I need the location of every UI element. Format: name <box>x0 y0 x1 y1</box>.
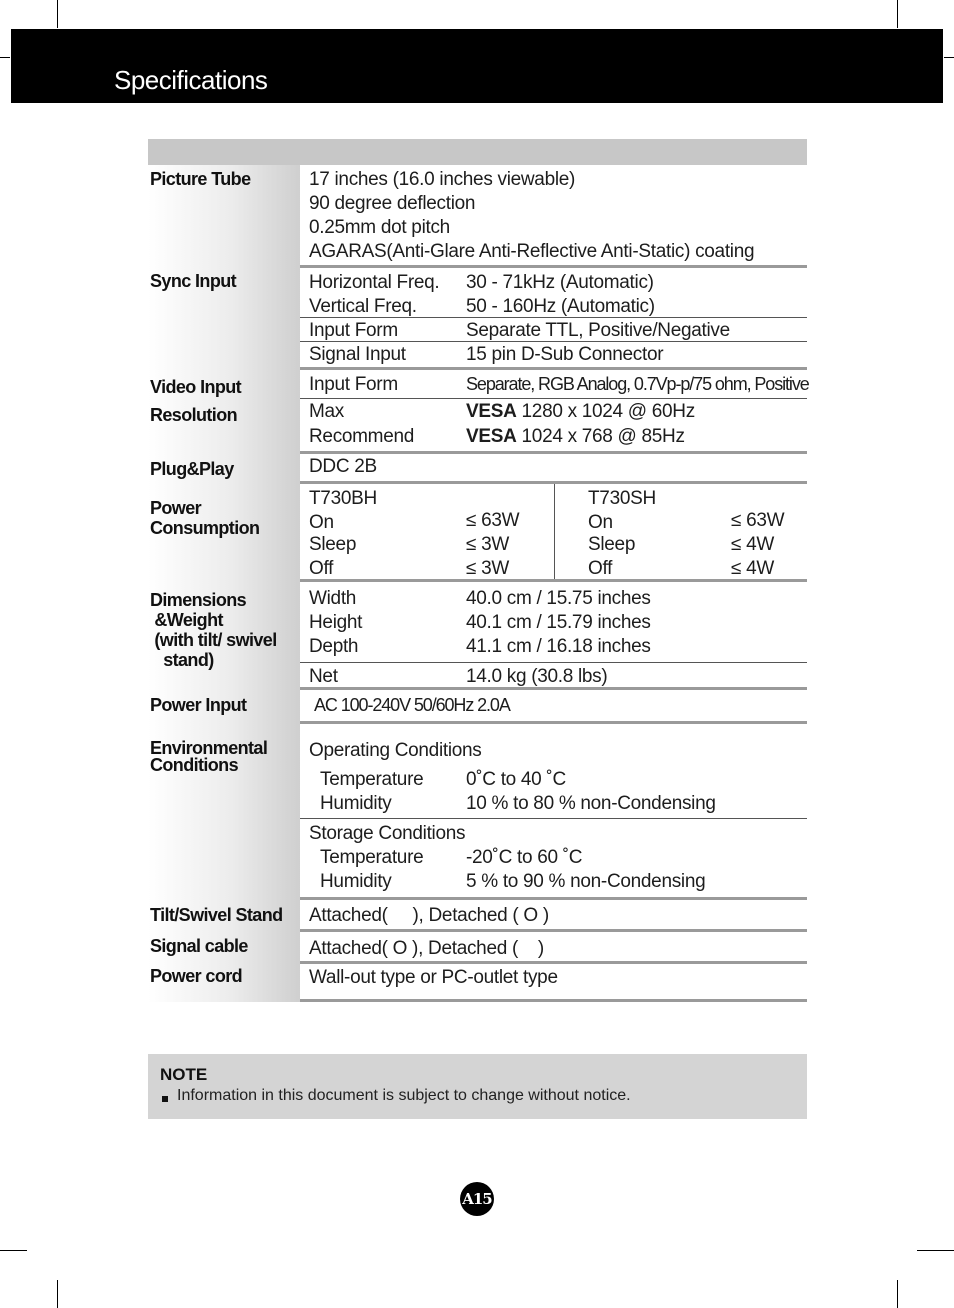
spec-value: 50 - 160Hz (Automatic) <box>466 296 655 317</box>
spec-row-picture-tube <box>148 165 807 267</box>
spec-key: Sleep <box>588 534 636 555</box>
spec-value: Separate TTL, Positive/Negative <box>466 320 730 341</box>
spec-key: Off <box>309 558 334 579</box>
spec-label-cell <box>148 582 300 690</box>
spec-key: Temperature <box>320 769 424 790</box>
spec-label: Tilt/Swivel Stand <box>150 905 283 925</box>
spec-value-cell <box>300 267 807 369</box>
spec-key: Vertical Freq. <box>309 296 417 317</box>
page-title: Specifications <box>114 65 268 95</box>
spec-row-power-cord <box>148 964 807 1002</box>
spec-row-plug-play <box>148 454 807 484</box>
spec-key: Max <box>309 401 344 422</box>
spec-value: 41.1 cm / 16.18 inches <box>466 636 651 657</box>
spec-value: -20˚C to 60 ˚C <box>466 847 583 868</box>
spec-value-cell <box>300 399 807 454</box>
resolution-value: 1280 x 1024 @ 60Hz <box>521 401 695 422</box>
spec-row-signal-cable <box>148 932 807 964</box>
resolution-value: 1024 x 768 @ 85Hz <box>521 426 685 447</box>
spec-value-cell <box>300 900 807 932</box>
spec-value <box>466 426 685 448</box>
spec-label-cell <box>148 454 300 484</box>
spec-label: Signal cable <box>150 936 248 956</box>
spec-label: Resolution <box>150 405 237 425</box>
crop-mark <box>0 57 10 58</box>
spec-key: Input Form <box>309 374 398 395</box>
section-title: Operating Conditions <box>309 740 482 761</box>
spec-value: ≤ 4W <box>731 558 775 579</box>
spec-table-header <box>148 139 807 165</box>
spec-row-video-input <box>148 369 807 399</box>
spec-label: Sync Input <box>150 271 237 291</box>
spec-value-cell <box>300 454 807 484</box>
bullet-icon <box>162 1096 168 1102</box>
spec-key: Off <box>588 558 613 579</box>
spec-key: Temperature <box>320 847 424 868</box>
page-number-badge: A15 <box>460 1182 494 1216</box>
spec-label-cell <box>148 964 300 1002</box>
spec-key: Depth <box>309 636 359 657</box>
spec-label-cell <box>148 690 300 724</box>
spec-value-cell <box>300 932 807 964</box>
spec-key: On <box>309 512 334 533</box>
spec-label: Video Input <box>150 377 242 397</box>
spec-value-cell <box>300 369 807 399</box>
spec-value: 5 % to 90 % non-Condensing <box>466 871 706 892</box>
spec-value: Wall-out type or PC-outlet type <box>309 967 558 988</box>
spec-key: Net <box>309 666 338 687</box>
spec-label-cell <box>148 724 300 900</box>
crop-mark <box>897 1280 898 1308</box>
spec-value: 40.0 cm / 15.75 inches <box>466 588 651 609</box>
spec-value: DDC 2B <box>309 456 377 477</box>
spec-key: Signal Input <box>309 344 406 365</box>
spec-value: ≤ 63W <box>466 510 520 531</box>
spec-key: On <box>588 512 613 533</box>
spec-value-cell <box>300 964 807 1002</box>
spec-key: Humidity <box>320 793 392 814</box>
spec-value: ≤ 3W <box>466 534 510 555</box>
spec-value: AC 100-240V 50/60Hz 2.0A <box>314 695 510 715</box>
row-divider <box>300 317 807 318</box>
spec-value: 30 - 71kHz (Automatic) <box>466 272 654 293</box>
spec-label: Power Consumption <box>150 498 260 538</box>
spec-value: 10 % to 80 % non-Condensing <box>466 793 716 814</box>
row-divider <box>300 662 807 663</box>
crop-mark <box>57 0 58 28</box>
spec-label-cell <box>148 900 300 932</box>
spec-value: AGARAS(Anti-Glare Anti-Reflective Anti-Static) coating <box>309 241 755 262</box>
spec-value-cell <box>300 724 807 900</box>
spec-label: Plug&Play <box>150 459 234 479</box>
spec-key: Recommend <box>309 426 415 447</box>
crop-mark <box>0 1250 27 1251</box>
note-box <box>148 1054 807 1119</box>
spec-value: Attached( O ), Detached ( ) <box>309 938 544 959</box>
spec-label: Power Input <box>150 695 247 715</box>
spec-key: Humidity <box>320 871 392 892</box>
row-divider <box>300 999 807 1002</box>
spec-row-sync-input <box>148 267 807 369</box>
row-divider <box>300 818 807 819</box>
spec-value <box>466 401 695 423</box>
spec-value-cell <box>300 484 807 582</box>
spec-value-cell <box>300 690 807 724</box>
row-divider <box>300 341 807 342</box>
spec-key: Input Form <box>309 320 398 341</box>
spec-value: 90 degree deflection <box>309 193 476 214</box>
crop-mark <box>944 57 954 58</box>
model-name: T730BH <box>309 488 377 509</box>
spec-value: ≤ 63W <box>731 510 785 531</box>
spec-key: Width <box>309 588 357 609</box>
spec-value-cell <box>300 582 807 690</box>
spec-value: 14.0 kg (30.8 lbs) <box>466 666 608 687</box>
spec-value: ≤ 4W <box>731 534 775 555</box>
spec-row-power-consumption <box>148 484 807 582</box>
header-bar <box>11 29 943 103</box>
section-title: Storage Conditions <box>309 823 466 844</box>
spec-label: Picture Tube <box>150 169 251 189</box>
spec-value: 0˚C to 40 ˚C <box>466 769 566 790</box>
vesa-label: VESA <box>466 426 517 447</box>
spec-value: Separate, RGB Analog, 0.7Vp-p/75 ohm, Positive <box>466 374 809 394</box>
note-title: NOTE <box>160 1065 208 1084</box>
spec-value-cell <box>300 165 807 267</box>
spec-value: 15 pin D-Sub Connector <box>466 344 664 365</box>
vesa-label: VESA <box>466 401 517 422</box>
spec-key: Horizontal Freq. <box>309 272 440 293</box>
spec-row-environmental <box>148 724 807 900</box>
spec-value: Attached( ), Detached ( O ) <box>309 905 549 926</box>
spec-label: Environmental Conditions <box>150 738 268 775</box>
spec-label-cell <box>148 165 300 267</box>
spec-key: Height <box>309 612 363 633</box>
spec-value: 0.25mm dot pitch <box>309 217 450 238</box>
spec-row-resolution <box>148 399 807 454</box>
spec-value: 40.1 cm / 15.79 inches <box>466 612 651 633</box>
spec-row-power-input <box>148 690 807 724</box>
note-text: Information in this document is subject to change without notice. <box>177 1087 631 1104</box>
spec-label: Power cord <box>150 966 243 986</box>
model-name: T730SH <box>588 488 656 509</box>
spec-label-cell <box>148 369 300 399</box>
spec-label-cell <box>148 267 300 369</box>
spec-key: Sleep <box>309 534 357 555</box>
spec-label-cell <box>148 399 300 454</box>
spec-value: 17 inches (16.0 inches viewable) <box>309 169 576 190</box>
spec-label: Dimensions &Weight (with tilt/ swivel stand) <box>150 590 277 670</box>
spec-label-cell <box>148 484 300 582</box>
spec-label-cell <box>148 932 300 964</box>
crop-mark <box>917 1250 954 1251</box>
crop-mark <box>57 1280 58 1308</box>
spec-row-dimensions <box>148 582 807 690</box>
crop-mark <box>897 0 898 28</box>
column-divider <box>554 484 555 580</box>
spec-value: ≤ 3W <box>466 558 510 579</box>
spec-row-tilt-swivel <box>148 900 807 932</box>
